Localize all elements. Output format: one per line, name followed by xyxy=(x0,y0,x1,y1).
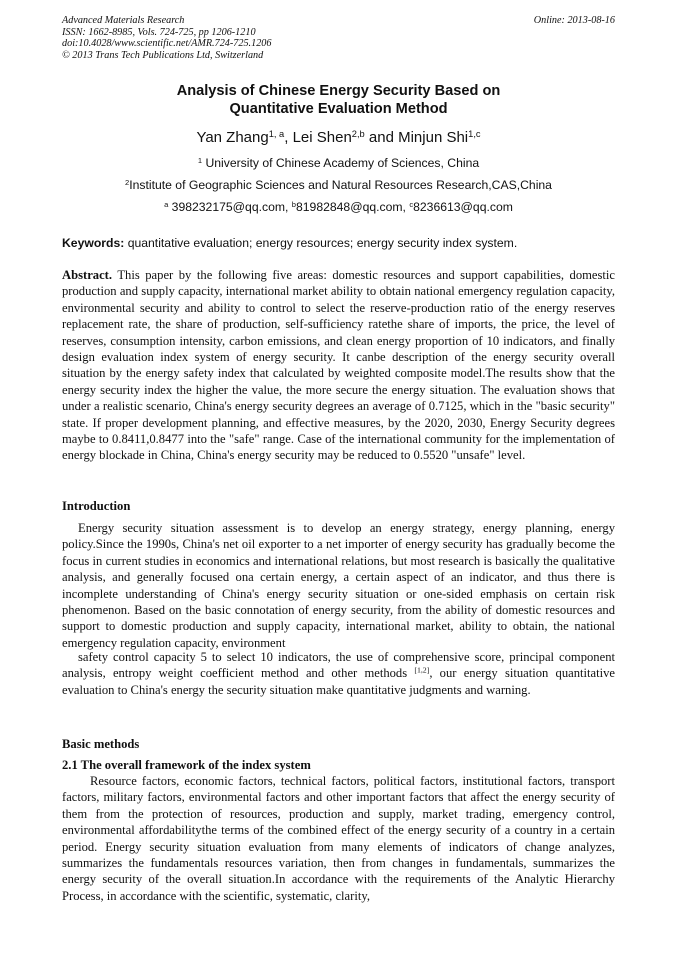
author-list xyxy=(62,128,615,147)
affiliation-text: University of Chinese Academy of Sciences, China xyxy=(202,156,480,170)
journal-copyright: © 2013 Trans Tech Publications Ltd, Switzerland xyxy=(62,49,264,61)
keywords xyxy=(62,236,615,251)
email-address[interactable]: 398232175@qq.com, xyxy=(168,200,292,214)
author-emails xyxy=(62,200,615,215)
affiliation-2 xyxy=(62,178,615,193)
journal-doi[interactable]: doi:10.4028/www.scientific.net/AMR.724-725.1206 xyxy=(62,38,272,50)
email-mark: b xyxy=(291,199,296,209)
abstract-label: Abstract. xyxy=(62,268,113,282)
affiliation-mark: 2 xyxy=(125,177,130,187)
author-separator: and xyxy=(364,129,399,146)
affiliation-1 xyxy=(62,156,615,171)
author-affiliation-mark: 1,c xyxy=(468,128,481,139)
author-affiliation-mark: 1, a xyxy=(268,128,285,139)
citation-ref[interactable]: [1,2] xyxy=(414,666,430,676)
section-heading-basic-methods: Basic methods xyxy=(62,737,140,751)
section-heading-introduction: Introduction xyxy=(62,499,131,513)
keywords-text: quantitative evaluation; energy resources; energy security index system. xyxy=(124,236,518,250)
keywords-label: Keywords: xyxy=(62,236,125,250)
affiliation-text: Institute of Geographic Sciences and Natural Resources Research,CAS,China xyxy=(129,178,552,192)
email-address[interactable]: 81982848@qq.com, xyxy=(295,200,410,214)
title-line-2: Quantitative Evaluation Method xyxy=(229,101,448,117)
email-mark: a xyxy=(164,199,169,209)
affiliation-mark: 1 xyxy=(197,155,203,165)
abstract-text: This paper by the following five areas: domestic resources and support capabilities, domestic production and supply capacity, international market ability to obtain national emergency regulation capacity, environmental security and ability to control to select the reserve-production ratio of the energy reserves replacement rate, the share of production, self-sufficiency ratethe share of imports, the price, the level of reserves, consumption intensity, carbon emissions, and clean energy proportion of 10 indicators, and finally design evaluation index system of energy security. It canbe description of the energy security overall situation by the energy safety index that calculated by weighted composite model.The results show that the energy security index the higher the value, the more secure the energy situation. The evaluation shows that under a realistic scenario, China's energy security degrees an average of 0.7125, which in the "basic security" state. If proper development planning, and effective measures, by the 2020, 2030, Energy Security degrees maybe to 0.8411,0.8477 into the "safe" range. Case of the international community for the implementation of energy blockade in China, China's energy security may be reduced to 0.5520 "unsafe" level. xyxy=(62,268,615,463)
email-mark: c xyxy=(409,199,414,209)
journal-name: Advanced Materials Research xyxy=(62,15,185,26)
introduction-paragraph-1: Energy security situation assessment is to develop an energy strategy, energy planning, energy policy.Since the 1990s, China's net oil exporter to a net importer of energy security has gradually become the focus in current studies in economics and international relations, but most research is basically the qualitative analysis, and generally focused ona certain energy, a certain aspect of an indicator, and thus there is incomplete understanding of China's energy security situation or one-sided emphasis on certain risk phenomenon. Based on the basic connotation of energy security, from the ability of domestic resources and support to domestic production and supply capacity, international market, ability to obtain, the national emergency regulation capacity, environment xyxy=(62,521,615,650)
author-affiliation-mark: 2,b xyxy=(351,128,365,139)
author-name: Lei Shen xyxy=(292,129,352,146)
online-date: Online: 2013-08-16 xyxy=(533,15,615,26)
title-line-1: Analysis of Chinese Energy Security Based on xyxy=(176,83,501,99)
abstract xyxy=(62,267,615,464)
paragraph-text: safety control capacity 5 to select 10 indicators, the use of comprehensive score, principal component analysis, entropy weight coefficient method and other methods xyxy=(62,650,615,681)
author-name: Yan Zhang xyxy=(196,129,269,146)
introduction-paragraph-2 xyxy=(62,649,615,698)
email-address[interactable]: 8236613@qq.com xyxy=(413,200,513,214)
paragraph-text: , our energy situation quantitative evaluation to China's energy the security situation make quantitative judgments and warning. xyxy=(62,666,615,697)
journal-issn: ISSN: 1662-8985, Vols. 724-725, pp 1206-1210 xyxy=(62,26,256,38)
journal-header xyxy=(62,15,615,61)
author-name: Minjun Shi xyxy=(398,129,469,146)
subsection-heading-2-1: 2.1 The overall framework of the index system xyxy=(62,758,311,772)
paper-title xyxy=(62,82,615,118)
methods-paragraph-1: Resource factors, economic factors, technical factors, political factors, institutional factors, transport factors, military factors, environmental factors and other important factors that affect the energy security of them from the protection of resources, production and supply, market trading, emergency control, environmental affordabilitythe terms of the combined effect of the energy security of a country in a certain period. Energy security situation evaluation from many elements of indicators of change analyzes, summarizes the fundamentals resources variation, then from changes in fundamentals, summarizes the energy security of the overall situation.In accordance with the requirements of the Analytic Hierarchy Process, in accordance with the scientific, systematic, clarity, xyxy=(62,774,615,903)
author-separator: , xyxy=(284,129,293,146)
